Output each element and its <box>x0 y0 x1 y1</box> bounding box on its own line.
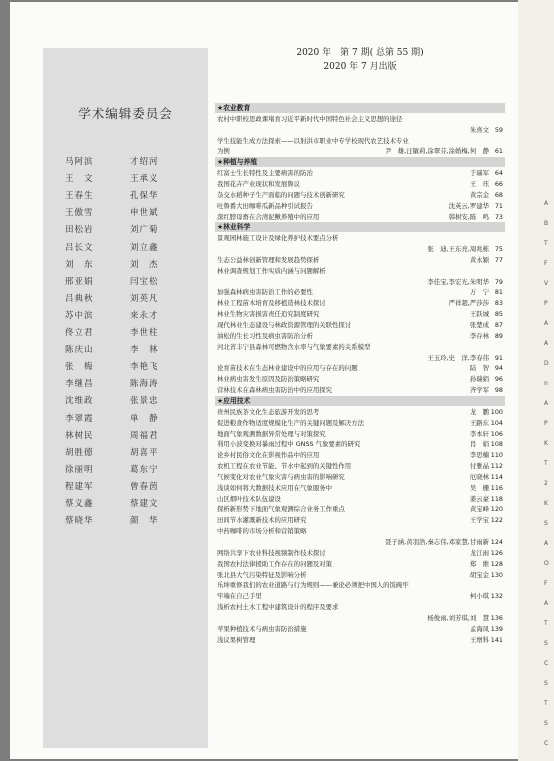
toc-entry[interactable] <box>215 244 505 254</box>
editorial-committee-panel <box>43 48 208 748</box>
entry-page: 110 <box>490 451 503 460</box>
committee-member: 刘 东 <box>65 259 94 270</box>
toc-entry[interactable] <box>215 624 505 634</box>
committee-member: 马阿滨 <box>65 157 94 167</box>
edge-letter: T <box>544 460 548 467</box>
entry-title: 杂交水稻种子生产面临的问题与技术创新研究 <box>217 190 345 199</box>
entry-title: 生态公益林创新管理和发展趋势探析 <box>217 255 320 264</box>
toc-entry[interactable] <box>215 526 505 536</box>
entry-page: 85 <box>494 310 503 319</box>
toc-entry[interactable] <box>215 494 505 504</box>
section-heading <box>215 157 505 167</box>
toc-entry[interactable] <box>215 190 505 200</box>
entry-title: 农机工程在农业节能、节水中起到的关键性作用 <box>217 462 352 471</box>
toc-entry[interactable] <box>215 146 505 156</box>
entry-page: 75 <box>494 245 503 254</box>
edge-letter: A <box>544 200 549 207</box>
committee-member: 陈庆山 <box>65 345 94 356</box>
entry-author: 肖 娟 <box>469 440 489 449</box>
entry-author: 孙瑞娟 <box>469 375 489 384</box>
toc-entry[interactable] <box>215 363 505 373</box>
toc-entry[interactable] <box>215 136 505 146</box>
edge-letter: T <box>544 700 548 707</box>
edge-letter: K <box>544 500 548 507</box>
committee-member: 闫宝松 <box>130 276 159 287</box>
committee-member: 邢亚娟 <box>65 276 94 287</box>
entry-title: 油松的生长习性及病虫害防治分析 <box>217 331 313 340</box>
edge-letter: C <box>544 740 549 747</box>
entry-page: 141 <box>490 635 503 644</box>
committee-member: 佟立君 <box>65 328 94 338</box>
entry-title: 浅谈如何将大数据技术应用在气象服务中 <box>217 483 333 492</box>
entry-title: 学生技能生成方法探索——以射洪市职业中专学校现代农艺技术专业 <box>217 136 409 145</box>
entry-page: 79 <box>494 277 503 286</box>
committee-member: 王 文 <box>65 174 94 185</box>
entry-author: 厄晓林 <box>469 472 489 481</box>
committee-member: 王承义 <box>130 174 159 185</box>
entry-page: 98 <box>494 386 503 395</box>
entry-author: 王玉玲,史 洋,李春伟 <box>427 353 489 362</box>
edge-letter: 2 <box>544 480 548 487</box>
section-heading <box>215 222 505 232</box>
issue-date: 2020 年 7 月出版 <box>323 62 397 72</box>
entry-author: 李佳宝,李宏光,朱明华 <box>427 277 489 286</box>
toc-entry[interactable] <box>215 168 505 178</box>
entry-author: 韩树安,陈 鸣 <box>448 212 489 221</box>
entry-author: 柯小琪 <box>469 592 489 601</box>
edge-letter: S <box>544 520 548 527</box>
edge-letter: C <box>544 660 549 667</box>
entry-page: 106 <box>490 429 503 438</box>
edge-letter: A <box>544 340 549 347</box>
committee-member: 沈维政 <box>65 396 94 407</box>
committee-member: 葛东宁 <box>130 464 159 475</box>
committee-member: 徐丽明 <box>65 464 94 475</box>
toc-entry[interactable] <box>215 439 505 449</box>
edge-letter: T <box>544 240 548 247</box>
entry-title: 论育苗技术在生态林业建设中的应用与存在的问题 <box>217 364 358 373</box>
entry-title: 景观园林施工设计及绿化养护技术要点分析 <box>217 234 339 243</box>
edge-letter: S <box>544 640 548 647</box>
committee-member: 李翠霞 <box>65 413 94 424</box>
entry-page: 96 <box>494 375 503 384</box>
toc-entry[interactable] <box>215 407 505 417</box>
committee-member: 李世柱 <box>130 328 159 338</box>
entry-title: 林业工程苗木培育及移植造林技术探讨 <box>217 299 326 308</box>
entry-page: 71 <box>494 201 503 210</box>
entry-title: 利用小波变换对暴雨过程中 GNSS 气象要素的研究 <box>217 440 361 449</box>
entry-page: 77 <box>494 255 503 264</box>
entry-page: 68 <box>494 190 503 199</box>
toc-entry[interactable] <box>215 353 505 363</box>
entry-title: 我国花卉产业现状和发展鲁议 <box>217 179 301 188</box>
entry-author: 于瑞军 <box>469 169 489 178</box>
entry-title: 牢端在自己手里 <box>217 592 262 601</box>
entry-title: 山区烟叶技术队伍建设 <box>217 494 281 503</box>
entry-page: 100 <box>490 407 503 416</box>
committee-member: 李艳飞 <box>130 362 159 373</box>
toc-entry[interactable] <box>215 331 505 341</box>
entry-author: 张 迪,王东亮,周兆栋 <box>427 245 489 254</box>
entry-page: 104 <box>490 418 503 427</box>
entry-author: 王跃城 <box>469 310 489 319</box>
committee-member: 单 静 <box>130 413 159 424</box>
entry-title: 气候变化对农业气象灾害与病虫害的影响研究 <box>217 472 345 481</box>
toc-entry[interactable] <box>215 385 505 395</box>
toc-entry[interactable] <box>215 472 505 482</box>
section-title: ★林业科学 <box>217 223 251 232</box>
edge-letter: S <box>544 720 548 727</box>
toc-entry[interactable] <box>215 201 505 211</box>
toc-entry[interactable] <box>215 450 505 460</box>
entry-page: 87 <box>494 321 503 329</box>
entry-page: 66 <box>494 179 503 188</box>
section-title: ★应用技术 <box>217 396 251 405</box>
toc-entry[interactable] <box>215 342 505 352</box>
toc-entry[interactable] <box>215 559 505 569</box>
entry-author: 万 宁 <box>469 288 489 297</box>
entry-title: 网络共享下农业科技视频制作技术探讨 <box>217 548 326 557</box>
entry-title: 乐坤重修我们的农业道路与行为规则——兼论必须把中国人的饭碗牢 <box>217 581 409 590</box>
entry-title: 吐鲁番大田咖啡瓜新品种引试报告 <box>217 201 313 210</box>
entry-author: 朱喜文 <box>469 125 489 134</box>
committee-member: 申世斌 <box>130 208 159 219</box>
committee-member: 刘广菊 <box>130 225 159 236</box>
entry-page: 94 <box>494 364 503 373</box>
toc-entry[interactable] <box>215 613 505 623</box>
entry-page: 89 <box>494 331 503 340</box>
committee-member: 蔡晓华 <box>65 516 94 527</box>
entry-page: 139 <box>490 624 503 633</box>
entry-author: 王路东 <box>469 418 489 427</box>
entry-title: 为例 <box>217 147 230 156</box>
edge-letter: T <box>544 620 548 627</box>
committee-member: 刘 杰 <box>130 259 159 270</box>
entry-title: 林业病虫害发生原因及防治策略研究 <box>217 375 320 384</box>
entry-page: 118 <box>490 494 503 503</box>
edge-letter: A <box>544 400 549 407</box>
committee-member: 周福君 <box>130 430 159 441</box>
toc-entry[interactable] <box>215 266 505 276</box>
entry-page: 112 <box>490 462 503 471</box>
edge-letter: B <box>544 220 549 227</box>
entry-title: 贵州民族茶文化生态旅游开发的思考 <box>217 407 320 416</box>
committee-member: 林树民 <box>65 430 94 441</box>
committee-member: 程建军 <box>65 481 94 492</box>
edge-letter: A <box>544 320 549 327</box>
edge-letter: S <box>544 680 548 687</box>
entry-author: 李存林 <box>469 331 489 340</box>
issue-number: 2020 年 第 7 期( 总第 55 期) <box>296 48 424 58</box>
entry-title: 深红脖母畜在合湾泥鳅养殖中的应用 <box>217 212 320 221</box>
entry-title: 林业调查规划工作实质内涵与问题解析 <box>217 266 326 275</box>
entry-title: 促进粮食作物适度规模化生产的关键问题及解决方法 <box>217 418 364 427</box>
entry-page: 136 <box>490 613 503 622</box>
entry-page: 122 <box>490 516 503 525</box>
toc-entry[interactable] <box>215 570 505 580</box>
entry-title: 红富士生长特性及主要病害的防治 <box>217 169 313 178</box>
edge-letter: F <box>544 260 548 267</box>
toc-entry[interactable] <box>215 287 505 297</box>
entry-title: 张北县大气污染特征及影响分析 <box>217 570 307 579</box>
entry-page: 116 <box>490 483 503 492</box>
entry-author: 聂子涵,黄羽浩,秦志伟,邓家慧,甘雨新 <box>385 538 489 546</box>
entry-author: 陆 智 <box>469 364 489 373</box>
entry-author: 王学宝 <box>469 516 489 525</box>
entry-title: 探析新形势下地面气象观测综合业务工作重点 <box>217 505 345 514</box>
toc-entry[interactable] <box>215 125 505 135</box>
edge-letter: A <box>544 540 549 547</box>
toc-entry[interactable] <box>215 580 505 590</box>
entry-title: 浅议果树管理 <box>217 635 256 644</box>
entry-title: 现代林业生态建设与林政资源管理的关联性探讨 <box>217 321 352 329</box>
entry-author: 李思楠 <box>469 451 489 460</box>
toc-entry[interactable] <box>215 212 505 222</box>
entry-title: 浅析农村土木工程中建筑设计的程序及要求 <box>217 603 339 612</box>
committee-member: 王傲雪 <box>65 208 94 219</box>
entry-page: 81 <box>494 288 503 297</box>
edge-letter: P <box>544 420 548 427</box>
adjacent-page-edge <box>518 0 554 761</box>
entry-title: 林业生物灾害损害责任追究制度研究 <box>217 310 320 319</box>
entry-page: 120 <box>490 505 503 514</box>
edge-letter: D <box>544 360 549 367</box>
toc-entry[interactable] <box>215 320 505 330</box>
toc-entry[interactable] <box>215 602 505 612</box>
entry-title: 农村中职校思政课堵育习近平新时代中国特色社会主义思想的途径 <box>217 114 403 123</box>
committee-member: 张景忠 <box>130 396 159 407</box>
committee-member: 张 梅 <box>65 362 94 373</box>
entry-author: 黄宝峰 <box>469 505 489 514</box>
entry-author: 王增科 <box>469 635 489 644</box>
toc-entry[interactable] <box>215 179 505 189</box>
committee-member: 蔡建文 <box>130 499 159 509</box>
committee-member: 刘立鑫 <box>130 242 159 253</box>
edge-letter: O <box>544 560 549 567</box>
entry-page: 91 <box>494 353 503 362</box>
committee-member: 刘英凡 <box>130 293 159 304</box>
entry-page: 108 <box>490 440 503 449</box>
committee-member: 王春生 <box>65 191 94 202</box>
edge-letter: F <box>544 580 548 587</box>
entry-title: 田间节水灌溉新技术的应用研究 <box>217 516 307 525</box>
entry-author: 沈英云,罗建华 <box>448 201 489 210</box>
committee-member: 李继昌 <box>65 379 94 390</box>
committee-member: 田松岩 <box>65 225 94 236</box>
toc-entry[interactable] <box>215 233 505 243</box>
entry-author: 王 珏 <box>469 179 489 188</box>
committee-member: 吕长文 <box>65 242 94 253</box>
committee-member: 苏中滨 <box>65 310 94 321</box>
entry-author: 郑 维 <box>469 559 489 568</box>
entry-page: 73 <box>494 212 503 221</box>
entry-title: 论乡村民俗文化在影视作品中的应用 <box>217 451 320 460</box>
committee-title: 学术编辑委员会 <box>78 106 173 121</box>
entry-author: 龙 鹏 <box>469 407 489 416</box>
entry-page: 132 <box>490 592 503 601</box>
committee-member: 胡喜平 <box>130 447 159 458</box>
edge-letter: P <box>544 300 548 307</box>
entry-author: 胡宝金 <box>469 570 489 579</box>
section-heading <box>215 396 505 406</box>
toc-entry[interactable] <box>215 548 505 558</box>
entry-author: 尹 雄,汪敏莉,涂翠芬,涂婚梅,何 静 <box>385 147 489 156</box>
toc-entry[interactable] <box>215 429 505 439</box>
toc-entry[interactable] <box>215 309 505 319</box>
committee-member: 吕典秋 <box>65 293 94 304</box>
edge-letter: K <box>544 440 548 447</box>
committee-member: 曾春茵 <box>130 481 159 492</box>
entry-author: 张楚成 <box>469 321 489 329</box>
entry-title: 苹果种植技术与病虫害防治措施 <box>217 624 307 633</box>
committee-member: 才绍河 <box>130 157 159 167</box>
entry-page: 114 <box>490 472 503 481</box>
toc-entry[interactable] <box>215 537 505 547</box>
toc-entry[interactable] <box>215 374 505 384</box>
entry-author: 吴 栅 <box>469 483 489 492</box>
committee-member: 颜 华 <box>130 516 159 527</box>
entry-author: 严祥超,严莎莎 <box>448 299 489 308</box>
issue-header <box>215 46 505 74</box>
entry-page: 83 <box>494 299 503 308</box>
committee-member: 李 林 <box>130 345 159 356</box>
committee-member: 孔保华 <box>130 191 159 202</box>
toc-entry[interactable] <box>215 298 505 308</box>
toc-entry[interactable] <box>215 114 505 124</box>
committee-member: 来永才 <box>130 310 159 321</box>
committee-member: 蔡义鑫 <box>65 499 94 509</box>
entry-author: 孟海凤 <box>469 624 489 633</box>
entry-author: 龙江雨 <box>469 548 489 557</box>
entry-author: 黄永颖 <box>469 255 489 264</box>
edge-letter: V <box>544 280 549 287</box>
entry-page: 61 <box>494 147 503 156</box>
entry-title: 我国农村法律援助工作存在的问题及对策 <box>217 559 333 568</box>
entry-page: 59 <box>494 125 503 134</box>
entry-title: 加强森林病虫害防治工作的必要性 <box>217 288 313 297</box>
committee-member: 胡胜德 <box>65 447 94 458</box>
entry-author: 黄宗金 <box>469 190 489 199</box>
toc-entry[interactable] <box>215 461 505 471</box>
entry-author: 杨俊雨,刘芳琪,刘 慧 <box>427 613 489 622</box>
section-title: ★种植与养殖 <box>217 158 258 167</box>
entry-author: 李本轩 <box>469 429 489 438</box>
entry-page: 64 <box>494 169 503 178</box>
entry-author: 姜云豪 <box>469 494 489 503</box>
committee-member: 陈海涛 <box>130 379 159 390</box>
section-title: ★农业教育 <box>217 104 251 112</box>
edge-letter: n <box>544 380 548 387</box>
toc-entry[interactable] <box>215 418 505 428</box>
section-heading <box>215 103 505 113</box>
entry-page: 130 <box>490 570 503 579</box>
edge-letter: A <box>544 600 549 607</box>
entry-page: 128 <box>490 559 503 568</box>
toc-entry[interactable] <box>215 277 505 287</box>
entry-page: 126 <box>490 548 503 557</box>
entry-title: 地面气象观测数据异常处理与对策探究 <box>217 429 326 438</box>
toc-entry[interactable] <box>215 591 505 601</box>
entry-author: 付雅晶 <box>469 462 489 471</box>
entry-page: 124 <box>490 538 503 546</box>
toc-entry[interactable] <box>215 255 505 265</box>
entry-title: 营林技术在森林病虫害防治中的应用探究 <box>217 386 333 395</box>
toc-entry[interactable] <box>215 504 505 514</box>
toc-entry[interactable] <box>215 483 505 493</box>
entry-title: 河北省丰宁县森林可燃物含水率与气象要素的关系模型 <box>217 342 371 351</box>
toc-entry[interactable] <box>215 635 505 645</box>
entry-title: 中药咖啡的市场分析和营销策略 <box>217 527 307 536</box>
entry-author: 齐学军 <box>469 386 489 395</box>
toc-entry[interactable] <box>215 515 505 525</box>
